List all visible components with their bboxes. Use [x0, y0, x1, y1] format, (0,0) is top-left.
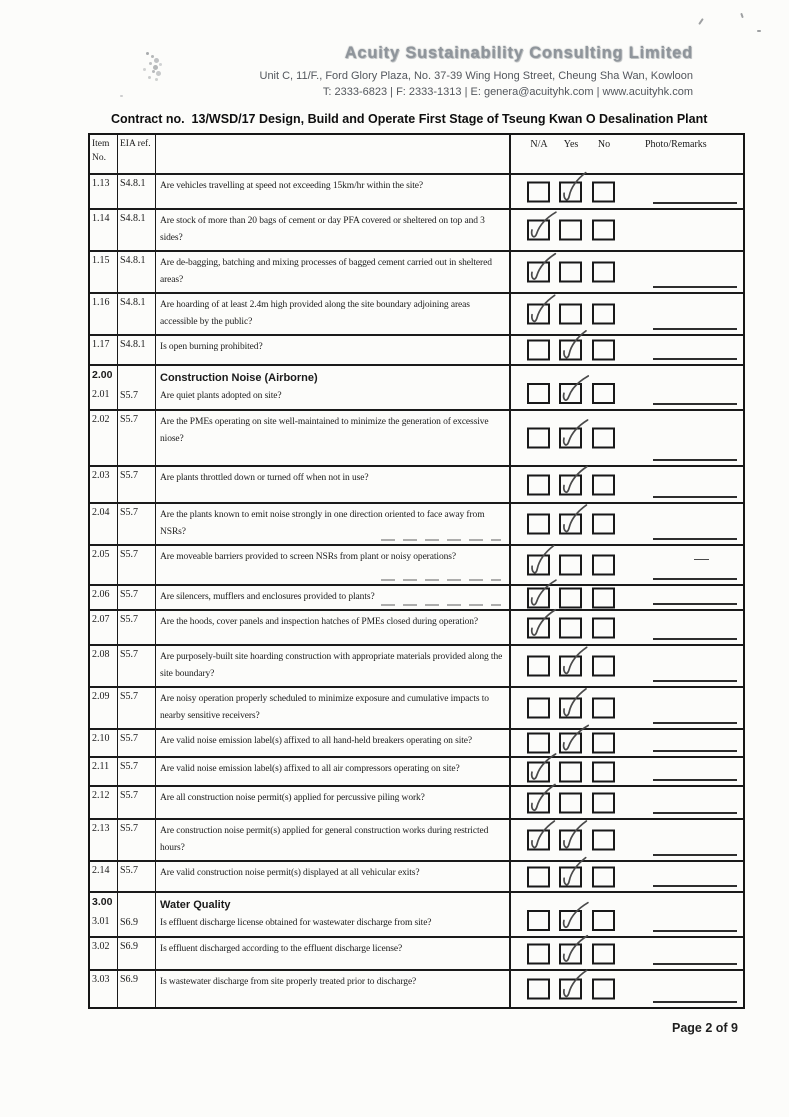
na-checkbox — [527, 830, 550, 851]
no-checkbox — [592, 340, 615, 361]
check-tick — [558, 335, 589, 365]
yes-checkbox — [559, 617, 582, 638]
question-text: Are plants throttled down or turned off when not in use? — [160, 473, 369, 483]
check-tick — [527, 788, 557, 816]
col-header-eia-ref: EIA ref. — [120, 139, 151, 149]
remark-line — [653, 496, 737, 498]
yes-checkbox — [559, 383, 582, 404]
item-no: 2.04 — [92, 507, 110, 518]
na-checkbox — [527, 383, 550, 404]
section-title: Water Quality — [160, 899, 231, 911]
check-tick — [527, 299, 557, 328]
question-text: Are valid noise emission label(s) affixed to all air compressors operating on site? — [160, 764, 460, 774]
scan-speckle — [698, 18, 704, 25]
remark-line — [653, 578, 737, 580]
eia-ref: S5.7 — [120, 733, 139, 744]
question-text: Is effluent discharged according to the effluent discharge license? — [160, 944, 403, 954]
scan-speckle — [120, 95, 123, 97]
yes-checkbox — [559, 698, 582, 719]
check-tick — [526, 215, 557, 245]
na-checkbox — [527, 943, 550, 964]
checklist-row — [90, 862, 743, 893]
question-text: Is wastewater discharge from site properly treated prior to discharge? — [160, 977, 417, 987]
checklist-row — [90, 586, 743, 611]
checklist-row — [90, 893, 743, 938]
yes-checkbox — [559, 656, 582, 677]
col-header-question — [156, 135, 511, 173]
remark-line — [653, 812, 737, 814]
eia-ref: S4.8.1 — [120, 255, 146, 266]
yes-checkbox — [559, 262, 582, 283]
item-no: 1.15 — [92, 255, 110, 266]
no-checkbox — [592, 979, 615, 1000]
checklist-row — [90, 411, 743, 467]
pencil-dashes — [381, 579, 501, 581]
remark-line — [653, 638, 737, 640]
item-no: 2.11 — [92, 761, 110, 772]
remark-line — [653, 930, 737, 932]
checklist-row — [90, 467, 743, 504]
no-checkbox — [592, 555, 615, 576]
no-checkbox — [592, 698, 615, 719]
yes-checkbox — [559, 830, 582, 851]
check-tick — [558, 861, 590, 891]
item-no: 2.13 — [92, 823, 110, 834]
na-checkbox — [527, 733, 550, 754]
remark-line — [653, 680, 737, 682]
check-tick — [559, 651, 589, 680]
eia-ref: S5.7 — [120, 761, 139, 772]
yes-checkbox — [559, 220, 582, 241]
table-body — [90, 175, 743, 1007]
question-text: Are purposely-built site hoarding construction with appropriate materials provided along the site boundary? — [160, 652, 503, 679]
check-tick — [526, 582, 557, 612]
question-text: Are valid noise emission label(s) affixed to all hand-held breakers operating on site? — [160, 736, 473, 746]
na-checkbox — [527, 262, 550, 283]
item-no: 2.06 — [92, 589, 110, 600]
remark-line — [653, 750, 737, 752]
eia-ref: S5.7 — [120, 470, 139, 481]
yes-checkbox — [559, 792, 582, 813]
eia-ref: S5.7 — [120, 589, 139, 600]
na-checkbox — [527, 698, 550, 719]
question-text: Are quiet plants adopted on site? — [160, 391, 282, 401]
no-checkbox — [592, 383, 615, 404]
eia-ref: S4.8.1 — [120, 339, 146, 350]
question-text: Are noisy operation properly scheduled to minimize exposure and cumulative impacts to nearby sensitive receivers? — [160, 694, 489, 721]
na-checkbox — [527, 340, 550, 361]
check-tick — [559, 939, 589, 968]
pencil-dashes — [381, 539, 501, 541]
check-tick — [559, 423, 590, 452]
no-checkbox — [592, 830, 615, 851]
eia-ref: S4.8.1 — [120, 213, 146, 224]
remark-line — [653, 459, 737, 461]
page-number: Page 2 of 9 — [672, 1021, 738, 1035]
yes-checkbox — [559, 979, 582, 1000]
company-address: Unit C, 11/F., Ford Glory Plaza, No. 37-39 Wing Hong Street, Cheung Sha Wan, Kowloon — [259, 70, 693, 82]
yes-checkbox — [559, 340, 582, 361]
check-tick — [558, 176, 590, 206]
eia-ref: S5.7 — [120, 390, 139, 401]
checklist-row — [90, 504, 743, 546]
checklist-row — [90, 938, 743, 971]
yes-checkbox — [559, 428, 582, 449]
na-checkbox — [527, 428, 550, 449]
col-header-na: N/A — [530, 139, 548, 150]
item-no: 3.02 — [92, 941, 110, 952]
eia-ref: S6.9 — [120, 974, 139, 985]
yes-checkbox — [559, 514, 582, 535]
remark-line — [653, 854, 737, 856]
eia-ref: S5.7 — [120, 790, 139, 801]
no-checkbox — [592, 761, 615, 782]
remark-line — [653, 202, 737, 204]
col-header-item: Item — [92, 139, 110, 149]
remark-line — [653, 403, 737, 405]
no-checkbox — [592, 474, 615, 495]
yes-checkbox — [559, 943, 582, 964]
no-checkbox — [592, 733, 615, 754]
check-tick — [527, 613, 557, 642]
yes-checkbox — [559, 866, 582, 887]
remark-line — [653, 963, 737, 965]
eia-ref: S5.7 — [120, 507, 139, 518]
no-checkbox — [592, 792, 615, 813]
company-name: Acuity Sustainability Consulting Limited — [344, 44, 693, 62]
eia-ref: S6.9 — [120, 941, 139, 952]
item-no: 2.10 — [92, 733, 110, 744]
checklist-row — [90, 611, 743, 646]
na-checkbox — [527, 555, 550, 576]
eia-ref: S6.9 — [120, 917, 139, 928]
question-text: Are valid construction noise permit(s) displayed at all vehicular exits? — [160, 868, 420, 878]
section-item-no: 2.00 — [92, 369, 113, 381]
eia-ref: S5.7 — [120, 865, 139, 876]
na-checkbox — [527, 514, 550, 535]
checklist-row — [90, 688, 743, 730]
eia-ref: S5.7 — [120, 823, 139, 834]
item-no: 3.01 — [92, 916, 110, 927]
question-text: Are the hoods, cover panels and inspection hatches of PMEs closed during operation? — [160, 617, 479, 627]
eia-ref: S5.7 — [120, 691, 139, 702]
checklist-table — [88, 133, 745, 1009]
item-no: 1.17 — [92, 339, 110, 350]
item-no: 2.01 — [92, 389, 110, 400]
no-checkbox — [592, 428, 615, 449]
check-tick — [558, 905, 589, 935]
remark-line — [653, 1001, 737, 1003]
remark-line — [653, 779, 737, 781]
question-text: Are stock of more than 20 bags of cement or day PFA covered or sheltered on top and 3 sides? — [160, 216, 485, 243]
checklist-row — [90, 294, 743, 336]
letterhead — [260, 44, 694, 100]
na-checkbox — [527, 617, 550, 638]
question-text: Are all construction noise permit(s) applied for percussive piling work? — [160, 793, 425, 803]
col-header-remarks: Photo/Remarks — [645, 139, 707, 150]
item-no: 2.12 — [92, 790, 110, 801]
na-checkbox — [527, 587, 550, 608]
company-contact: T: 2333-6823 | F: 2333-1313 | E: genera@acuityhk.com | www.acuityhk.com — [322, 86, 693, 98]
no-checkbox — [592, 656, 615, 677]
eia-ref: S4.8.1 — [120, 297, 146, 308]
no-checkbox — [592, 514, 615, 535]
na-checkbox — [527, 181, 550, 202]
checklist-row — [90, 252, 743, 294]
checklist-row — [90, 210, 743, 252]
question-text: Is effluent discharge license obtained for wastewater discharge from site? — [160, 918, 432, 928]
check-tick — [527, 825, 558, 854]
na-checkbox — [527, 979, 550, 1000]
checklist-row — [90, 366, 743, 411]
item-no: 2.07 — [92, 614, 110, 625]
na-checkbox — [527, 792, 550, 813]
item-no: 1.13 — [92, 178, 110, 189]
checklist-row — [90, 175, 743, 210]
yes-checkbox — [559, 181, 582, 202]
na-checkbox — [527, 761, 550, 782]
item-no: 2.09 — [92, 691, 110, 702]
check-tick — [559, 470, 589, 498]
question-text: Are silencers, mufflers and enclosures provided to plants? — [160, 592, 375, 602]
no-checkbox — [592, 943, 615, 964]
check-tick — [527, 257, 557, 286]
check-tick — [559, 974, 589, 1003]
check-tick — [558, 727, 590, 757]
question-text: Are vehicles travelling at speed not exceeding 15km/hr within the site? — [160, 181, 424, 191]
document-title: Contract no. 13/WSD/17 Design, Build and Operate First Stage of Tseung Kwan O Desalination Plant — [111, 112, 708, 126]
check-tick — [558, 693, 589, 723]
checklist-row — [90, 646, 743, 688]
checklist-row — [90, 546, 743, 586]
yes-checkbox — [559, 304, 582, 325]
remark-line — [653, 722, 737, 724]
checklist-row — [90, 787, 743, 820]
checklist-row — [90, 758, 743, 787]
yes-checkbox — [559, 910, 582, 931]
col-header-item-no: No. — [92, 153, 106, 163]
remark-line — [653, 538, 737, 540]
no-checkbox — [592, 617, 615, 638]
yes-checkbox — [559, 761, 582, 782]
check-tick — [559, 825, 590, 854]
na-checkbox — [527, 866, 550, 887]
no-checkbox — [592, 181, 615, 202]
table-header-row — [90, 135, 743, 175]
question-text: Are the plants known to emit noise strongly in one direction oriented to face away from NSRs? — [160, 510, 485, 537]
item-no: 1.14 — [92, 213, 110, 224]
na-checkbox — [527, 910, 550, 931]
yes-checkbox — [559, 733, 582, 754]
eia-ref: S4.8.1 — [120, 178, 146, 189]
yes-checkbox — [559, 474, 582, 495]
na-checkbox — [527, 474, 550, 495]
eia-ref: S5.7 — [120, 414, 139, 425]
remark-line — [653, 603, 737, 605]
checklist-row — [90, 820, 743, 862]
no-checkbox — [592, 587, 615, 608]
col-header-no: No — [597, 139, 611, 150]
item-no: 2.05 — [92, 549, 110, 560]
check-tick — [559, 509, 590, 538]
checklist-row — [90, 971, 743, 1007]
scan-speckle — [757, 30, 761, 32]
yes-checkbox — [559, 555, 582, 576]
remark-line — [653, 286, 737, 288]
remark-line — [653, 328, 737, 330]
checklist-row — [90, 730, 743, 758]
na-checkbox — [527, 656, 550, 677]
no-checkbox — [592, 304, 615, 325]
section-title: Construction Noise (Airborne) — [160, 372, 318, 384]
remark-line — [653, 358, 737, 360]
yes-checkbox — [559, 587, 582, 608]
na-checkbox — [527, 304, 550, 325]
eia-ref: S5.7 — [120, 649, 139, 660]
pencil-dashes — [381, 604, 501, 606]
no-checkbox — [592, 220, 615, 241]
checklist-row — [90, 336, 743, 366]
item-no: 2.02 — [92, 414, 110, 425]
question-text: Are construction noise permit(s) applied for general construction works during restricted hours? — [160, 826, 489, 853]
section-item-no: 3.00 — [92, 896, 113, 908]
item-no: 2.03 — [92, 470, 110, 481]
item-no: 1.16 — [92, 297, 110, 308]
item-no: 3.03 — [92, 974, 110, 985]
remark-line — [653, 885, 737, 887]
question-text: Are the PMEs operating on site well-maintained to minimize the generation of excessive niose? — [160, 417, 489, 444]
check-tick — [527, 756, 558, 785]
na-checkbox — [527, 220, 550, 241]
question-text: Are de-bagging, batching and mixing processes of bagged cement carried out in sheltered areas? — [160, 258, 492, 285]
check-tick — [526, 549, 558, 579]
eia-ref: S5.7 — [120, 549, 139, 560]
pencil-dash-remark — [694, 559, 709, 560]
check-tick — [558, 378, 590, 408]
eia-ref: S5.7 — [120, 614, 139, 625]
item-no: 2.08 — [92, 649, 110, 660]
no-checkbox — [592, 866, 615, 887]
question-text: Are hoarding of at least 2.4m high provided along the site boundary adjoining areas accessible by the public? — [160, 300, 470, 327]
col-header-yes: Yes — [563, 139, 579, 150]
question-text: Are moveable barriers provided to screen NSRs from plant or noisy operations? — [160, 552, 456, 562]
item-no: 2.14 — [92, 865, 110, 876]
question-text: Is open burning prohibited? — [160, 342, 263, 352]
no-checkbox — [592, 262, 615, 283]
no-checkbox — [592, 910, 615, 931]
scan-speckle — [740, 13, 744, 18]
company-logo-smudge — [146, 52, 149, 55]
